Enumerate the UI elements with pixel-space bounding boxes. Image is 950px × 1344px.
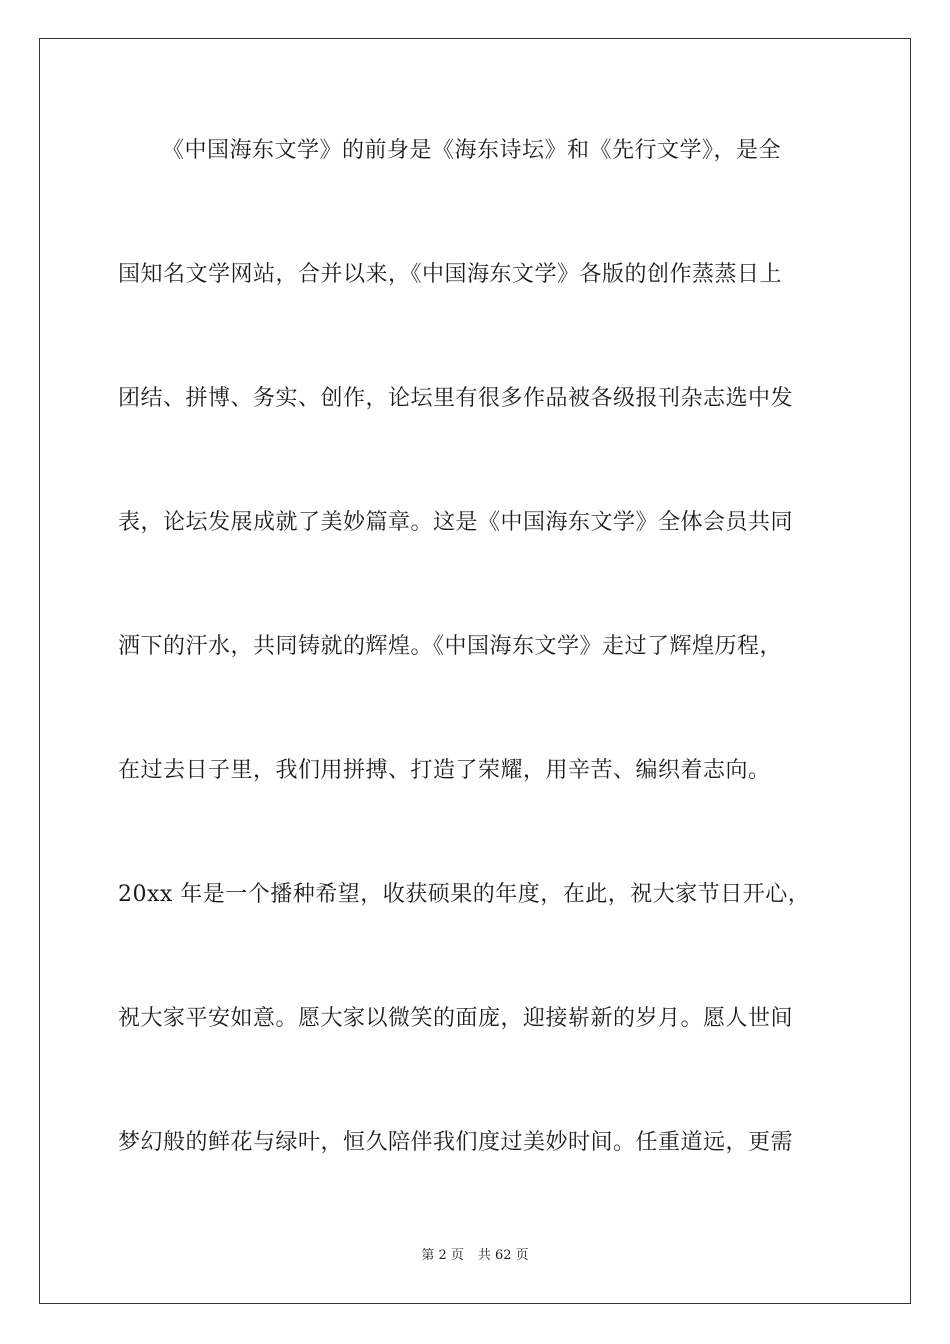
text-line: 在过去日子里，我们用拼搏、打造了荣耀，用辛苦、编织着志向。: [118, 758, 771, 783]
text-line: 《中国海东文学》的前身是《海东诗坛》和《先行文学》，是全: [162, 138, 782, 163]
page-number: 第 2 页: [421, 1248, 464, 1263]
text-line: 国知名文学网站，合并以来，《中国海东文学》各版的创作蒸蒸日上: [118, 262, 783, 287]
text-line: 表，论坛发展成就了美妙篇章。这是《中国海东文学》全体会员共同: [118, 510, 794, 535]
page-footer: [0, 1247, 950, 1265]
text-line: 梦幻般的鲜花与绿叶，恒久陪伴我们度过美妙时间。任重道远，更需: [118, 1130, 794, 1155]
text-line: 20xx 年是一个播种希望，收获硕果的年度，在此，祝大家节日开心，: [118, 882, 811, 907]
page-total: 共 62 页: [477, 1248, 529, 1263]
body-text: [118, 130, 858, 1246]
text-line: 洒下的汗水，共同铸就的辉煌。《中国海东文学》走过了辉煌历程，: [118, 634, 783, 659]
text-line: 团结、拼博、务实、创作，论坛里有很多作品被各级报刊杂志选中发: [118, 386, 794, 411]
text-line: 祝大家平安如意。愿大家以微笑的面庞，迎接崭新的岁月。愿人世间: [118, 1006, 794, 1031]
